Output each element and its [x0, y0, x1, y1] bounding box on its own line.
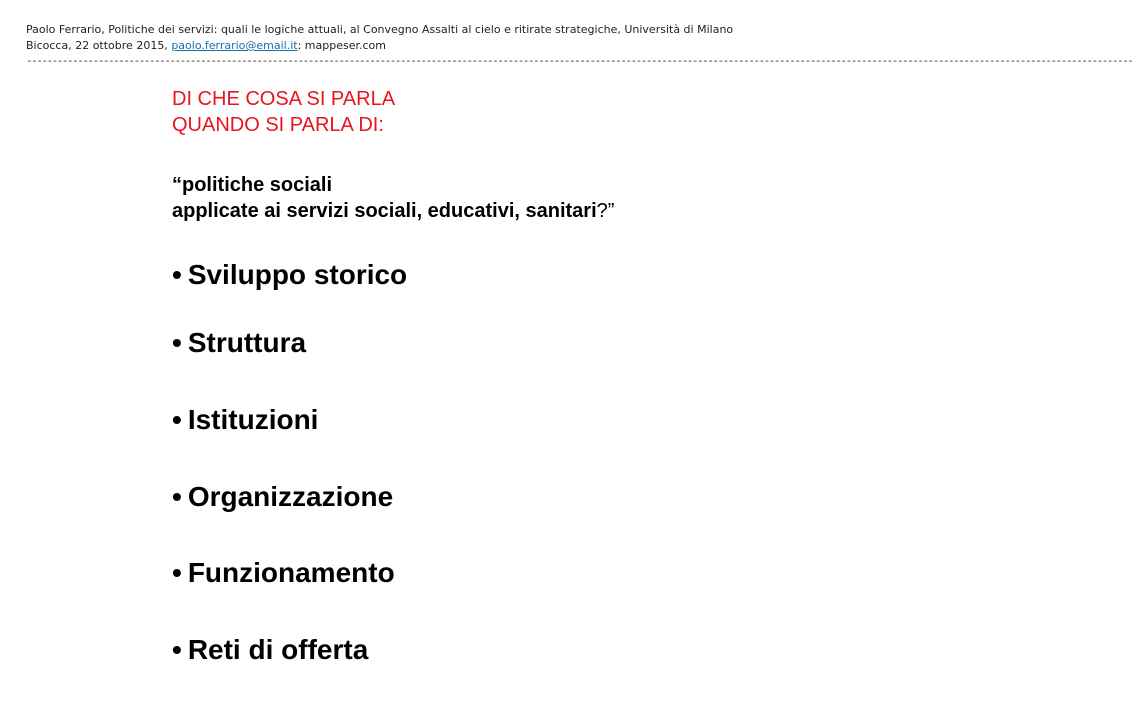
bullet-dot-icon: • — [172, 557, 182, 588]
bullet-label: Istituzioni — [187, 404, 319, 435]
header-website-text: : mappeser.com — [297, 39, 387, 52]
bullet-label: Reti di offerta — [187, 634, 369, 665]
bullet-label: Organizzazione — [187, 481, 394, 512]
topic-question — [172, 172, 614, 224]
bullet-item — [172, 326, 306, 360]
bullet-item — [172, 633, 368, 667]
topic-question-line-2-bold: applicate ai servizi sociali, educativi, sanitari — [172, 200, 597, 222]
header-divider: ------------------------------------------------------------------------------------------------------------------------------------------------------------------------------------------------------------------------ — [26, 54, 1132, 67]
bullet-dot-icon: • — [172, 634, 182, 665]
topic-question-line-2-end: ?” — [596, 200, 615, 222]
bullet-dot-icon: • — [172, 259, 182, 290]
bullet-label: Funzionamento — [187, 557, 395, 588]
bullet-item — [172, 480, 393, 514]
email-link[interactable]: paolo.ferrario@email.it — [171, 39, 298, 52]
slide-title-line-1: DI CHE COSA SI PARLA — [172, 88, 396, 110]
bullet-dot-icon: • — [172, 481, 182, 512]
header-line-2 — [26, 38, 926, 54]
bullet-item — [172, 258, 407, 292]
header-date-text: Bicocca, 22 ottobre 2015, — [26, 39, 172, 52]
bullet-dot-icon: • — [172, 404, 182, 435]
bullet-dot-icon: • — [172, 327, 182, 358]
slide-title-line-2: QUANDO SI PARLA DI: — [172, 114, 384, 136]
bullet-label: Sviluppo storico — [187, 259, 408, 290]
header-citation — [26, 22, 926, 54]
topic-question-line-2 — [172, 198, 614, 224]
header-line-1: Paolo Ferrario, Politiche dei servizi: quali le logiche attuali, al Convegno Assalti al cielo e ritirate strategiche, Università di Milano — [26, 23, 734, 36]
bullet-item — [172, 403, 318, 437]
bullet-label: Struttura — [187, 327, 307, 358]
topic-question-line-1: “politiche sociali — [172, 174, 333, 196]
bullet-item — [172, 556, 395, 590]
slide-title — [172, 86, 395, 138]
